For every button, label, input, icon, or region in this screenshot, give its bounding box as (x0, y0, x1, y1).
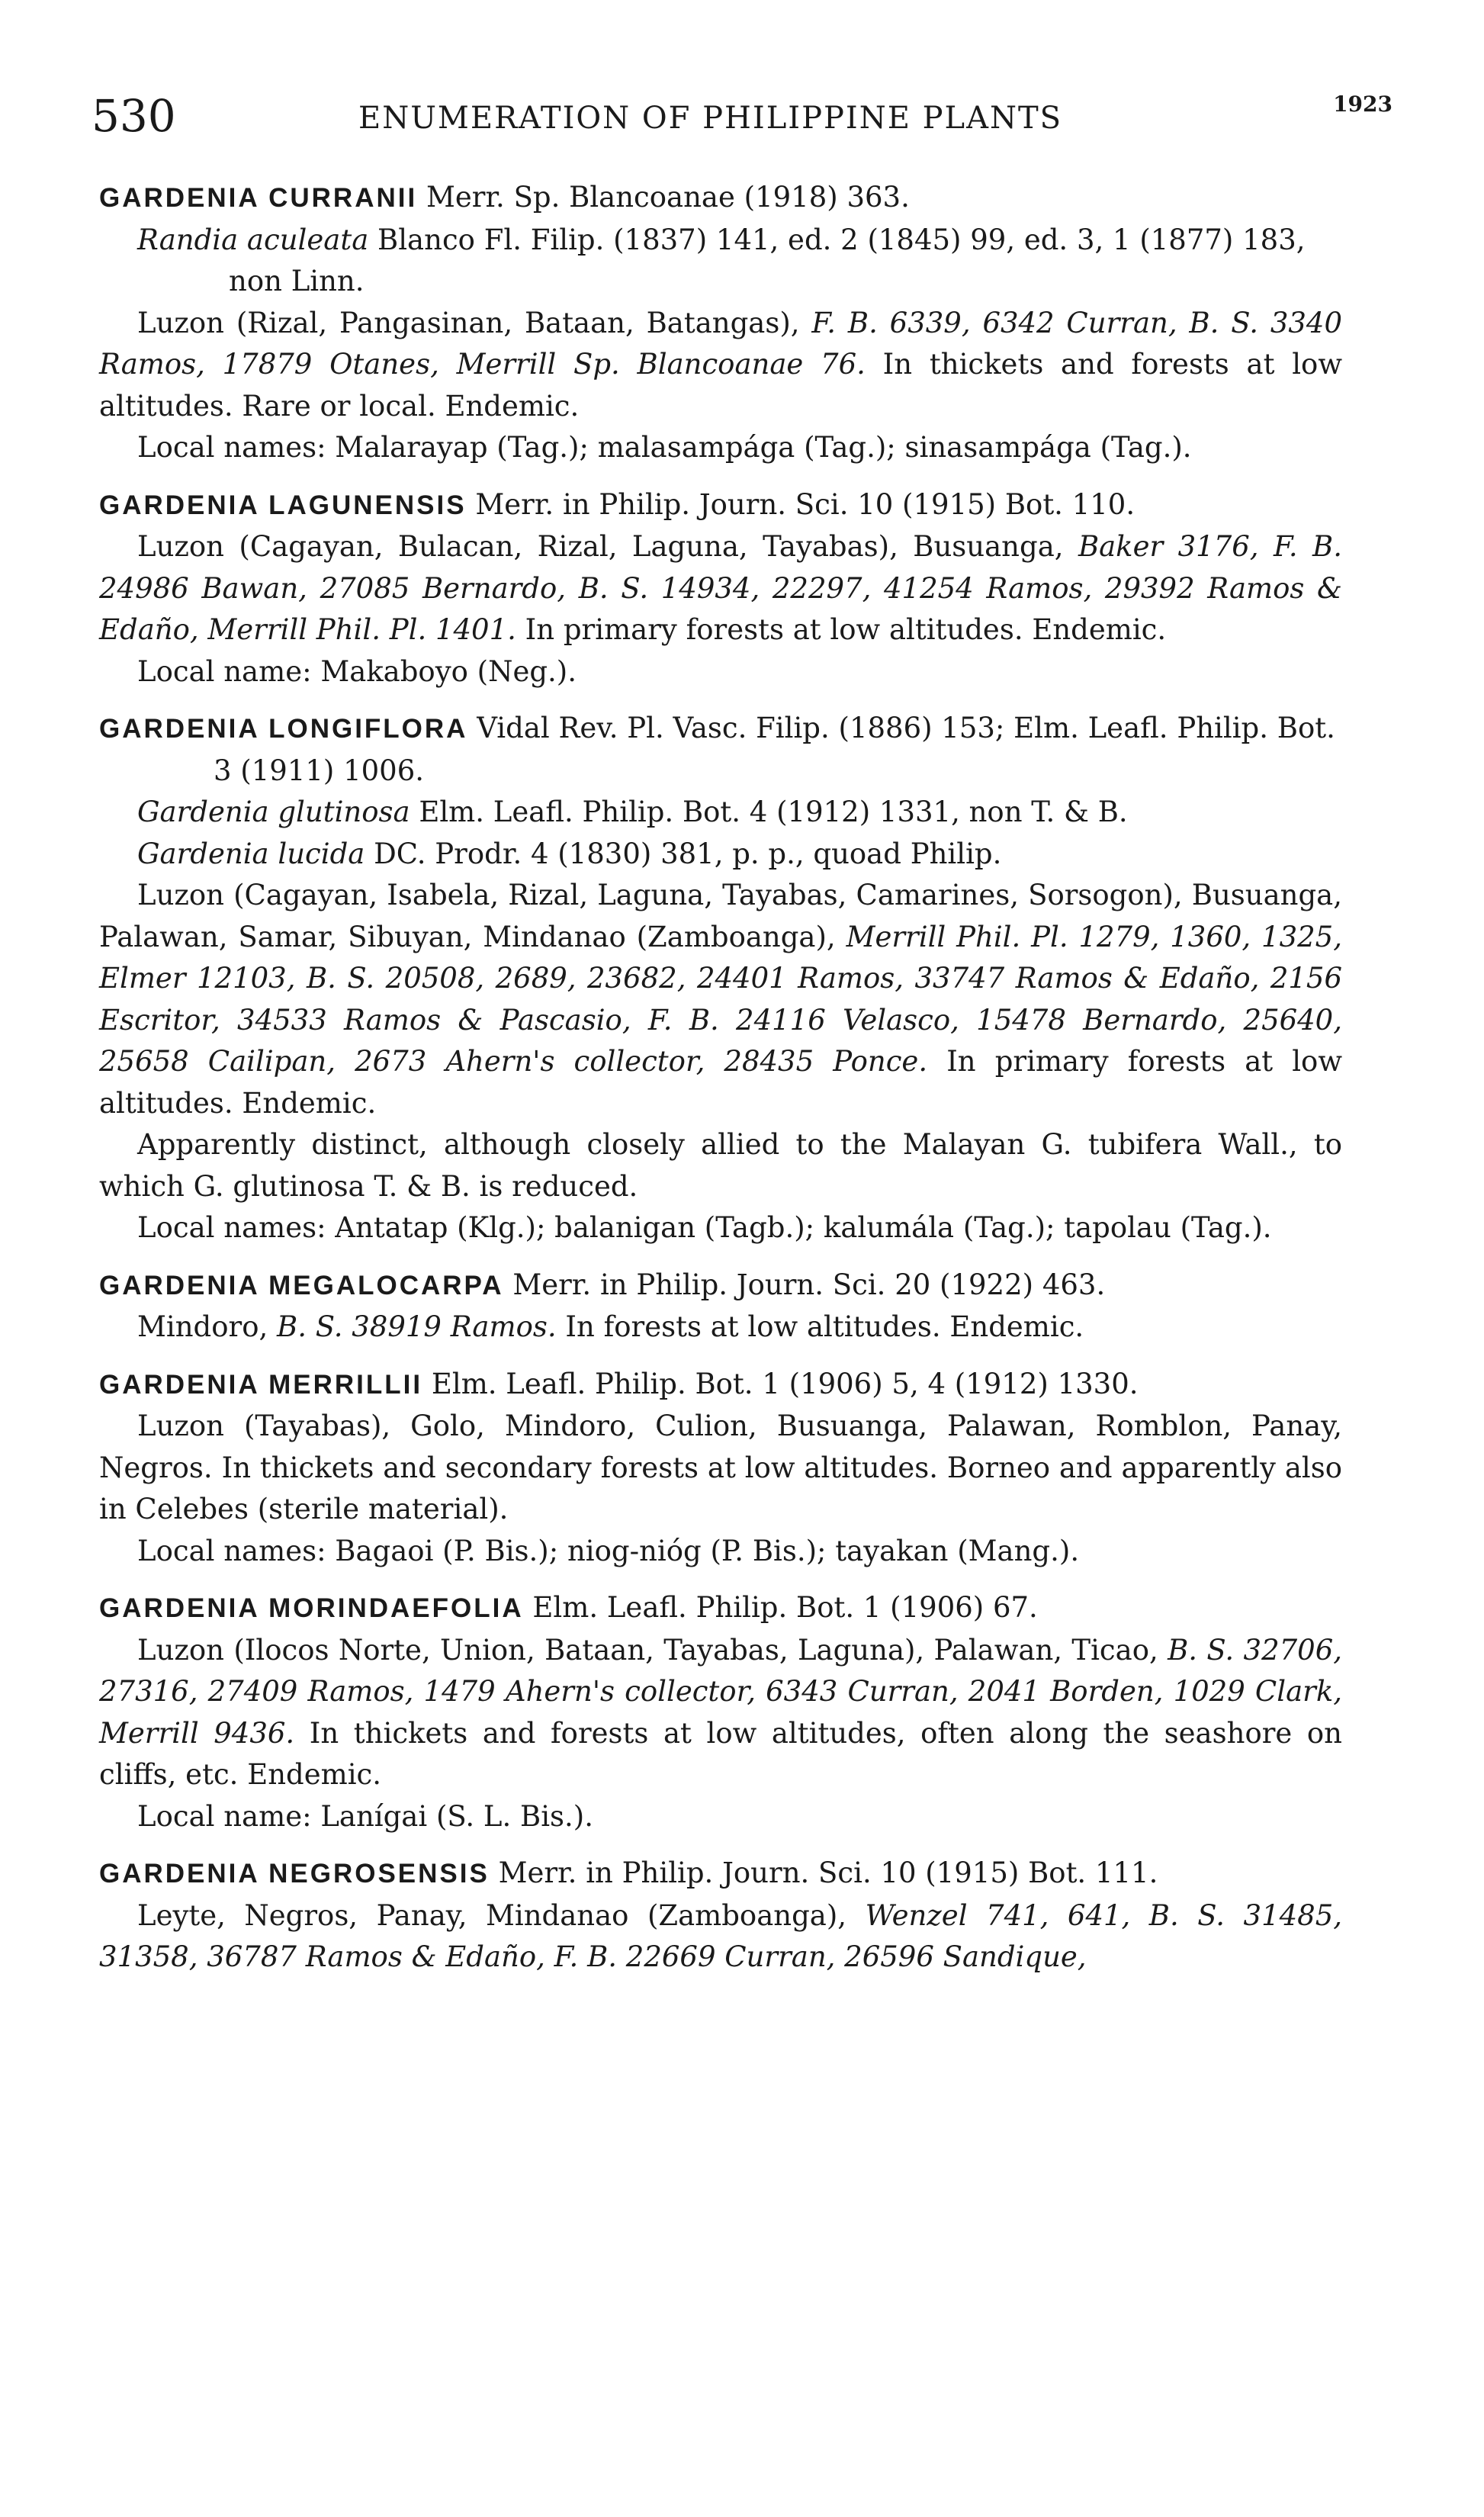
distribution (99, 1630, 1342, 1796)
page-header (92, 85, 1392, 146)
localities: Luzon (Cagayan, Bulacan, Rizal, Laguna, Tayabas), Busuanga, (137, 530, 1064, 563)
specimens: F. B. 6339, 6342 Curran, B. S. 3340 Ramos, 17879 Otanes, Merrill Sp. Blancoanae 76. (99, 306, 1343, 381)
specimens: Baker 3176, F. B. 24986 Bawan, 27085 Bernardo, B. S. 14934, 22297, 41254 Ramos, 29392 Ramos & Edaño, Merrill Phil. Pl. 1401. (99, 530, 1342, 646)
species-name: GARDENIA LONGIFLORA (99, 714, 468, 744)
entry-heading (99, 177, 1342, 220)
habitat: In primary forests at low altitudes. Endemic. (99, 1045, 1343, 1120)
species-entry (99, 1853, 1342, 1979)
distribution (99, 1406, 1342, 1531)
local-names: Local names: Antatap (Klg.); balanigan (Tagb.); kalumála (Tag.); tapolau (Tag.). (137, 1211, 1272, 1244)
habitat: In forests at low altitudes. Endemic. (565, 1310, 1084, 1343)
distribution (99, 526, 1342, 651)
species-entry (99, 1587, 1342, 1837)
entry-heading (99, 708, 1342, 792)
synonym (99, 834, 1342, 876)
page-year: 1923 (1333, 92, 1392, 117)
species-entry (99, 708, 1342, 1249)
species-citation: Merr. in Philip. Journ. Sci. 20 (1922) 463. (512, 1268, 1106, 1301)
local-names: Local name: Makaboyo (Neg.). (137, 654, 577, 688)
habitat: In thickets and forests at low altitudes, often along the seashore on cliffs, etc. Endemic. (99, 1716, 1342, 1791)
entry-heading (99, 1587, 1342, 1630)
entry-heading (99, 1265, 1342, 1307)
distribution (99, 1307, 1342, 1349)
entry-heading (99, 484, 1342, 527)
species-name: GARDENIA NEGROSENSIS (99, 1859, 490, 1889)
distribution (99, 303, 1342, 428)
species-citation: Merr. Sp. Blancoanae (1918) 363. (426, 181, 910, 214)
species-citation: Elm. Leafl. Philip. Bot. 1 (1906) 5, 4 (1912) 1330. (431, 1367, 1139, 1400)
localities: Mindoro, (137, 1310, 268, 1343)
localities: Luzon (Rizal, Pangasinan, Bataan, Batangas), (137, 306, 800, 339)
species-entry (99, 1364, 1342, 1573)
synonym-ref: DC. Prodr. 4 (1830) 381, p. p., quoad Philip. (374, 837, 1002, 870)
species-citation: Merr. in Philip. Journ. Sci. 10 (1915) Bot. 111. (498, 1856, 1158, 1889)
running-title: ENUMERATION OF PHILIPPINE PLANTS (358, 101, 1063, 136)
enumeration-body (99, 177, 1342, 1994)
synonym-ref: Blanco Fl. Filip. (1837) 141, ed. 2 (1845) 99, ed. 3, 1 (1877) 183, non Linn. (229, 223, 1306, 297)
species-name: GARDENIA LAGUNENSIS (99, 490, 467, 520)
synonym (99, 220, 1342, 303)
synonym-name: Randia aculeata (137, 223, 369, 256)
page-number: 530 (92, 90, 176, 142)
species-entry (99, 484, 1342, 693)
localities: Luzon (Tayabas), Golo, Mindoro, Culion, Busuanga, Palawan, Romblon, Panay, Negros. (99, 1410, 1342, 1484)
species-citation: Merr. in Philip. Journ. Sci. 10 (1915) Bot. 110. (475, 487, 1135, 521)
species-name: GARDENIA MEGALOCARPA (99, 1270, 504, 1300)
species-entry (99, 177, 1342, 469)
entry-heading (99, 1364, 1342, 1406)
specimens: B. S. 32706, 27316, 27409 Ramos, 1479 Ahern's collector, 6343 Curran, 2041 Borden, 1029 Clark, Merrill 9436. (99, 1633, 1342, 1750)
habitat: In thickets and secondary forests at low altitudes. Borneo and apparently also in Celebes (sterile material). (99, 1451, 1342, 1525)
species-name: GARDENIA MERRILLII (99, 1369, 423, 1400)
species-name: GARDENIA MORINDAEFOLIA (99, 1593, 524, 1623)
synonym (99, 792, 1342, 834)
entry-heading (99, 1853, 1342, 1895)
habitat: In primary forests at low altitudes. Endemic. (525, 613, 1167, 646)
local-names: Local names: Bagaoi (P. Bis.); niog-nióg (P. Bis.); tayakan (Mang.). (137, 1534, 1080, 1567)
habitat: In thickets and forests at low altitudes. Rare or local. Endemic. (99, 348, 1343, 423)
species-citation: Elm. Leafl. Philip. Bot. 1 (1906) 67. (532, 1591, 1038, 1624)
specimens: B. S. 38919 Ramos. (277, 1310, 557, 1343)
species-name: GARDENIA CURRANII (99, 183, 418, 213)
distribution (99, 875, 1342, 1124)
specimens: Wenzel 741, 641, B. S. 31485, 31358, 36787 Ramos & Edaño, F. B. 22669 Curran, 26596 Sandique, (99, 1898, 1343, 1973)
local-names: Local name: Lanígai (S. L. Bis.). (137, 1799, 593, 1833)
specimens: Merrill Phil. Pl. 1279, 1360, 1325, Elmer 12103, B. S. 20508, 2689, 23682, 24401 Ramos, 33747 Ramos & Edaño, 2156 Escritor, 34533 Ramos & Pascasio, F. B. 24116 Velasco, 15478 Bernardo, 25640, 25658 Cailipan, 2673 Ahern's collector, 28435 Ponce. (99, 920, 1342, 1078)
localities: Luzon (Ilocos Norte, Union, Bataan, Tayabas, Laguna), Palawan, Ticao, (137, 1633, 1158, 1667)
synonym-name: Gardenia lucida (137, 837, 365, 870)
distribution (99, 1895, 1342, 1979)
taxonomic-note: Apparently distinct, although closely allied to the Malayan G. tubifera Wall., to which G. glutinosa T. & B. is reduced. (99, 1128, 1342, 1203)
synonym-name: Gardenia glutinosa (137, 796, 410, 828)
local-names: Local names: Malarayap (Tag.); malasampága (Tag.); sinasampága (Tag.). (137, 431, 1192, 464)
localities: Luzon (Cagayan, Isabela, Rizal, Laguna, Tayabas, Camarines, Sorsogon), Busuanga, Palawan, Samar, Sibuyan, Mindanao (Zamboanga), (99, 879, 1342, 953)
species-citation: Vidal Rev. Pl. Vasc. Filip. (1886) 153; Elm. Leafl. Philip. Bot. 3 (1911) 1006. (214, 712, 1335, 787)
species-entry (99, 1265, 1342, 1349)
synonym-ref: Elm. Leafl. Philip. Bot. 4 (1912) 1331, non T. & B. (419, 796, 1128, 828)
localities: Leyte, Negros, Panay, Mindanao (Zamboanga), (137, 1898, 847, 1932)
